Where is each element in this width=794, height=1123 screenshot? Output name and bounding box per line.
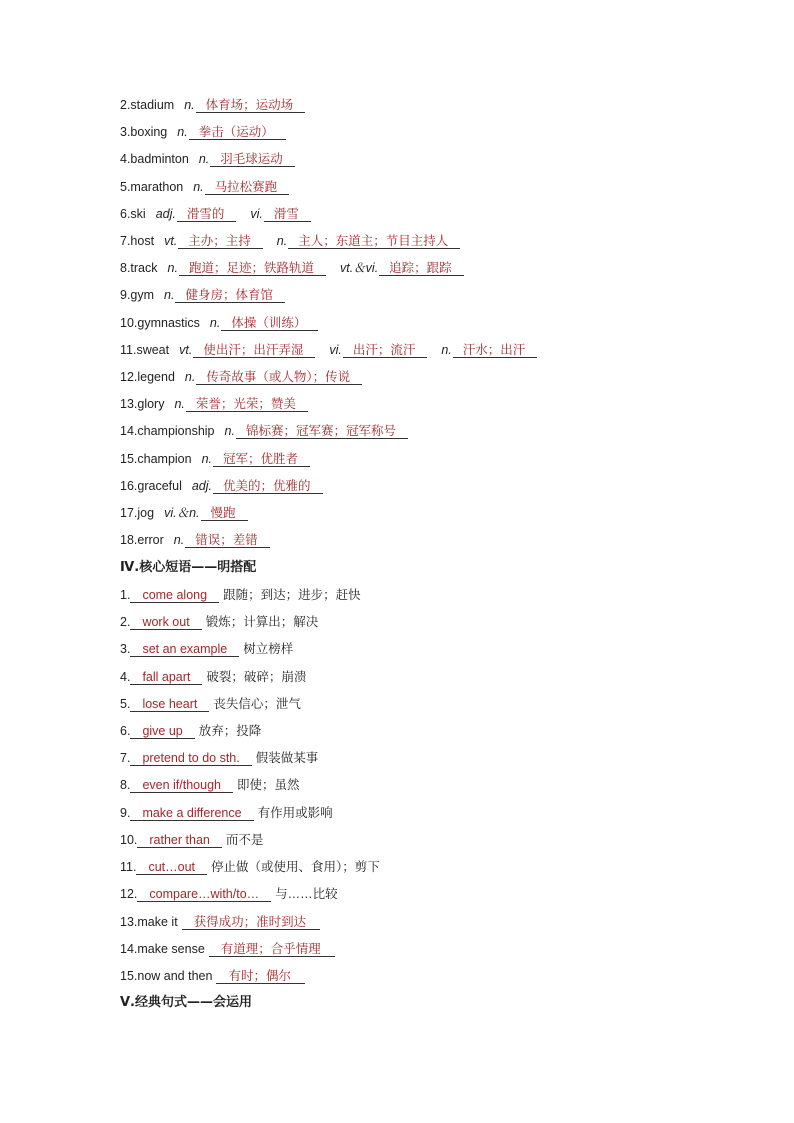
answer-blank: 汗水；出汗 (453, 343, 538, 358)
answer-blank: fall apart (130, 670, 202, 685)
phrase-number: 5. (120, 696, 131, 711)
phrase-number: 12. (120, 887, 138, 902)
vocab-row (120, 149, 297, 169)
vocab-word: 2.stadium (120, 98, 175, 112)
phrase-meaning: 有作用或影响 (257, 805, 333, 820)
answer-blank: 传奇故事（或人物）；传说 (196, 370, 362, 385)
phrase-row (120, 612, 318, 632)
phrase-meaning: 破裂；破碎；崩溃 (206, 669, 307, 684)
answer-blank: 主办；主持 (178, 234, 263, 249)
vocab-row (120, 503, 250, 523)
reverse-phrase-row (120, 912, 322, 932)
vocab-row (120, 340, 539, 360)
section-5-heading: Ⅴ.经典句式——会运用 (120, 995, 252, 1010)
part-of-speech: n. (198, 152, 210, 167)
vocab-word: 12.legend (120, 370, 175, 384)
part-of-speech: vi.＆n. (164, 506, 200, 520)
answer-blank: 马拉松赛跑 (205, 180, 290, 195)
phrase-meaning: 假装做某事 (255, 751, 319, 766)
phrase-meaning: 与……比较 (275, 887, 338, 902)
answer-blank: 荣誉；光荣；赞美 (186, 397, 308, 412)
answer-blank: 有道理；合乎情理 (209, 942, 335, 957)
phrase-number: 7. (120, 751, 131, 766)
phrase-number: 11. (120, 860, 137, 874)
vocab-word: 4.badminton (120, 152, 189, 167)
answer-blank: even if/though (130, 778, 233, 793)
phrase-meaning: 停止做（或使用、食用）；剪下 (211, 860, 380, 874)
phrase-row (120, 721, 261, 741)
phrase-meaning: 锻炼；计算出；解决 (205, 615, 319, 630)
vocab-row (120, 231, 462, 251)
answer-blank: 有时；偶尔 (216, 969, 305, 984)
vocab-row (120, 258, 466, 278)
reverse-phrase-row (120, 939, 337, 959)
phrase-row (120, 830, 263, 850)
vocab-word: 13.glory (120, 397, 165, 412)
vocab-row (120, 204, 313, 224)
phrase-text: 13.make it (120, 915, 178, 929)
phrase-row (120, 667, 306, 687)
phrase-meaning: 树立榜样 (243, 642, 294, 657)
reverse-phrase-row (120, 966, 307, 986)
phrase-number: 1. (120, 588, 131, 602)
phrase-text: 15.now and then (120, 969, 213, 984)
part-of-speech: n. (276, 234, 288, 248)
answer-blank: 羽毛球运动 (210, 152, 295, 167)
phrase-row (120, 748, 318, 768)
answer-blank: 滑雪的 (177, 207, 237, 222)
vocab-row (120, 449, 312, 469)
vocab-row (120, 530, 272, 550)
phrase-number: 10. (120, 832, 138, 847)
answer-blank: 拳击（运动） (189, 125, 286, 140)
part-of-speech: n. (174, 397, 185, 412)
phrase-row (120, 639, 293, 659)
vocab-word: 11.sweat (120, 342, 170, 357)
part-of-speech: vt. (164, 234, 178, 248)
part-of-speech: vi. (250, 206, 263, 221)
phrase-row (120, 884, 338, 904)
phrase-number: 6. (120, 724, 131, 738)
phrase-row (120, 857, 380, 877)
answer-blank: pretend to do sth. (130, 751, 251, 766)
vocab-row (120, 313, 320, 333)
answer-blank: set an example (130, 642, 239, 657)
answer-blank: 主人；东道主；节目主持人 (288, 234, 460, 249)
answer-blank: 体育场；运动场 (196, 98, 306, 113)
answer-blank: 追踪；跟踪 (379, 261, 464, 276)
answer-blank: lose heart (130, 697, 209, 712)
part-of-speech: n. (184, 98, 195, 112)
answer-blank: rather than (137, 833, 221, 848)
answer-blank: 健身房；体育馆 (175, 288, 285, 303)
phrase-number: 9. (120, 805, 131, 820)
answer-blank: 跑道；足迹；铁路轨道 (179, 261, 326, 276)
vocab-row (120, 421, 410, 441)
vocab-word: 9.gym (120, 288, 155, 303)
answer-blank: 获得成功；准时到达 (182, 915, 321, 930)
vocab-word: 3.boxing (120, 125, 168, 140)
part-of-speech: n. (177, 125, 188, 140)
answer-blank: compare…with/to… (137, 887, 271, 902)
phrase-meaning: 放弃；投降 (198, 724, 262, 738)
vocab-word: 5.marathon (120, 179, 184, 194)
vocab-row (120, 285, 287, 305)
answer-blank: 使出汗；出汗弄湿 (193, 343, 315, 358)
vocab-word: 15.champion (120, 451, 192, 466)
vocab-row (120, 95, 307, 115)
part-of-speech: adj. (155, 206, 176, 221)
answer-blank: 冠军；优胜者 (213, 452, 310, 467)
phrase-number: 4. (120, 669, 131, 684)
section-4-heading: Ⅳ.核心短语——明搭配 (120, 560, 257, 575)
phrase-meaning: 丧失信心；泄气 (213, 696, 301, 711)
part-of-speech: vi. (329, 342, 342, 357)
phrase-row (120, 585, 361, 605)
phrase-number: 2. (120, 615, 131, 630)
part-of-speech: n. (173, 533, 185, 548)
answer-blank: 慢跑 (201, 506, 248, 521)
answer-blank: 出汗；流汗 (343, 343, 428, 358)
vocab-word: 14.championship (120, 424, 215, 439)
part-of-speech: n. (201, 451, 213, 466)
answer-blank: cut…out (136, 860, 207, 875)
part-of-speech: vt. (179, 342, 193, 357)
answer-blank: 锦标赛；冠军赛；冠军称号 (236, 424, 408, 439)
part-of-speech: n. (193, 179, 204, 194)
phrase-row (120, 694, 301, 714)
vocab-word: 18.error (120, 533, 164, 548)
part-of-speech: adj. (191, 478, 213, 493)
vocab-row (120, 367, 364, 387)
phrase-row (120, 803, 333, 823)
vocab-word: 17.jog (120, 506, 155, 520)
answer-blank: 错误；差错 (185, 533, 270, 548)
part-of-speech: n. (184, 370, 196, 384)
part-of-speech: n. (167, 261, 178, 276)
answer-blank: make a difference (130, 806, 253, 821)
phrase-meaning: 即使；虽然 (236, 778, 300, 793)
part-of-speech: vt.＆vi. (339, 261, 379, 276)
vocab-row (120, 476, 325, 496)
vocab-word: 8.track (120, 261, 158, 276)
phrase-number: 3. (120, 642, 131, 657)
answer-blank: come along (130, 588, 219, 603)
vocab-word: 16.graceful (120, 478, 182, 493)
vocab-row (120, 122, 288, 142)
vocab-word: 7.host (120, 234, 155, 248)
answer-blank: 体操（训练） (221, 316, 318, 331)
vocab-row (120, 394, 310, 414)
answer-blank: 优美的；优雅的 (213, 479, 323, 494)
vocab-word: 10.gymnastics (120, 315, 200, 330)
part-of-speech: n. (164, 288, 175, 303)
part-of-speech: n. (441, 342, 452, 357)
phrase-number: 8. (120, 778, 131, 793)
phrase-text: 14.make sense (120, 942, 205, 957)
answer-blank: work out (130, 615, 201, 630)
phrase-row (120, 775, 300, 795)
vocab-row (120, 177, 291, 197)
phrase-meaning: 而不是 (225, 832, 264, 847)
answer-blank: 滑雪 (264, 207, 311, 222)
part-of-speech: n. (224, 424, 235, 439)
phrase-meaning: 跟随；到达；进步；赶快 (223, 588, 361, 602)
vocab-word: 6.ski (120, 206, 146, 221)
part-of-speech: n. (209, 315, 221, 330)
answer-blank: give up (130, 724, 194, 739)
